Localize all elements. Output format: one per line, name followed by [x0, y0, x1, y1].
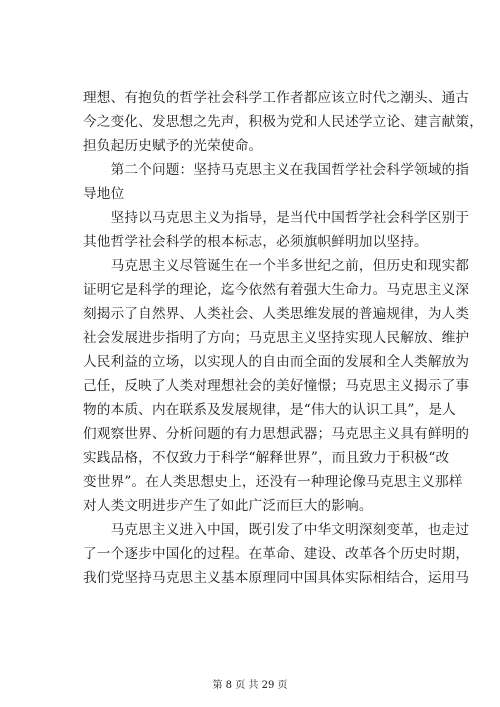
document-body [83, 86, 484, 590]
text-line: 担负起历史赋予的光荣使命。 [83, 138, 263, 154]
text-line: 坚持以马克思主义为指导，是当代中国哲学社会科学区别于 [83, 210, 470, 226]
text-line: 实践品格，不仅致力于科学“解释世界”，而且致力于积极“改 [83, 450, 450, 466]
text-line: 人民利益的立场，以实现人的自由而全面的发展和全人类解放为 [83, 354, 470, 370]
text-line: 证明它是科学的理论，迄今依然有着强大生命力。马克思主义深 [83, 282, 470, 298]
text-line: 们观察世界、分析问题的有力思想武器；马克思主义具有鲜明的 [83, 426, 470, 442]
text-line: 我们党坚持马克思主义基本原理同中国具体实际相结合，运用马 [83, 570, 470, 586]
text-line: 第二个问题：坚持马克思主义在我国哲学社会科学领域的指 [83, 162, 470, 178]
page-number-footer: 第 8 页 共 29 页 [212, 680, 288, 691]
text-line: 刻揭示了自然界、人类社会、人类思维发展的普遍规律，为人类 [83, 306, 470, 322]
text-line: 理想、有抱负的哲学社会科学工作者都应该立时代之潮头、通古 [83, 90, 470, 106]
text-line: 社会发展进步指明了方向；马克思主义坚持实现人民解放、维护 [83, 330, 470, 346]
text-line: 今之变化、发思想之先声，积极为党和人民述学立论、建言献策， [83, 114, 484, 130]
text-line: 导地位 [83, 186, 125, 202]
text-line: 物的本质、内在联系及发展规律，是“伟大的认识工具”，是人 [83, 402, 456, 418]
text-line: 其他哲学社会科学的根本标志，必须旗帜鲜明加以坚持。 [83, 234, 428, 250]
text-line: 对人类文明进步产生了如此广泛而巨大的影响。 [83, 498, 373, 514]
text-line: 马克思主义尽管诞生在一个半多世纪之前，但历史和现实都 [83, 258, 470, 274]
text-line: 己任，反映了人类对理想社会的美好憧憬；马克思主义揭示了事 [83, 378, 470, 394]
text-line: 了一个逐步中国化的过程。在革命、建设、改革各个历史时期， [83, 546, 470, 562]
text-line: 马克思主义进入中国，既引发了中华文明深刻变革，也走过 [83, 522, 470, 538]
text-line: 变世界”。在人类思想史上，还没有一种理论像马克思主义那样 [83, 474, 463, 490]
